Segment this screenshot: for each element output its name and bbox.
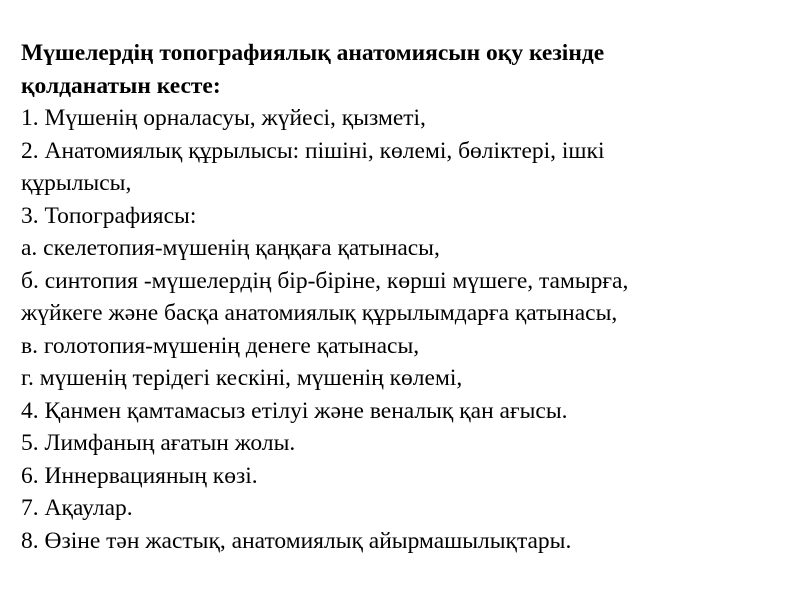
item-list [21,102,791,557]
slide-title [21,37,791,102]
item-line-1: 1. Мүшенің орналасуы, жүйесі, қызметі, [21,105,426,131]
item-line-6: б. синтопия -мүшелердің бір-біріне, көрші мүшеге, тамырға, [21,267,629,294]
item-line-4: 3. Топографиясы: [21,202,197,229]
item-line-8: в. голотопия-мүшенің денеге қатынасы, [21,332,420,359]
item-line-11: 5. Лимфаның ағатын жолы. [21,430,296,456]
item-line-9: г. мүшенің терідегі кескіні, мүшенің көлемі, [21,365,463,391]
title-line-2: қолданатын кесте: [21,72,221,99]
item-line-13: 7. Ақаулар. [21,495,133,521]
item-line-10: 4. Қанмен қамтамасыз етілуі және веналық қан ағысы. [21,397,568,424]
item-line-7: жүйкеге және басқа анатомиялық құрылымдарға қатынасы, [21,300,618,326]
item-line-5: а. скелетопия-мүшенің қаңқаға қатынасы, [21,235,440,261]
title-line-1: Мүшелердің топографиялық анатомиясын оқу кезінде [21,40,605,66]
item-line-14: 8. Өзіне тән жастық, анатомиялық айырмашылықтары. [21,527,572,554]
item-line-3: құрылысы, [21,170,132,196]
item-line-12: 6. Иннервацияның көзі. [21,462,258,489]
slide-content [21,37,791,557]
item-line-2: 2. Анатомиялық құрылысы: пішіні, көлемі, бөліктері, ішкі [21,137,605,164]
